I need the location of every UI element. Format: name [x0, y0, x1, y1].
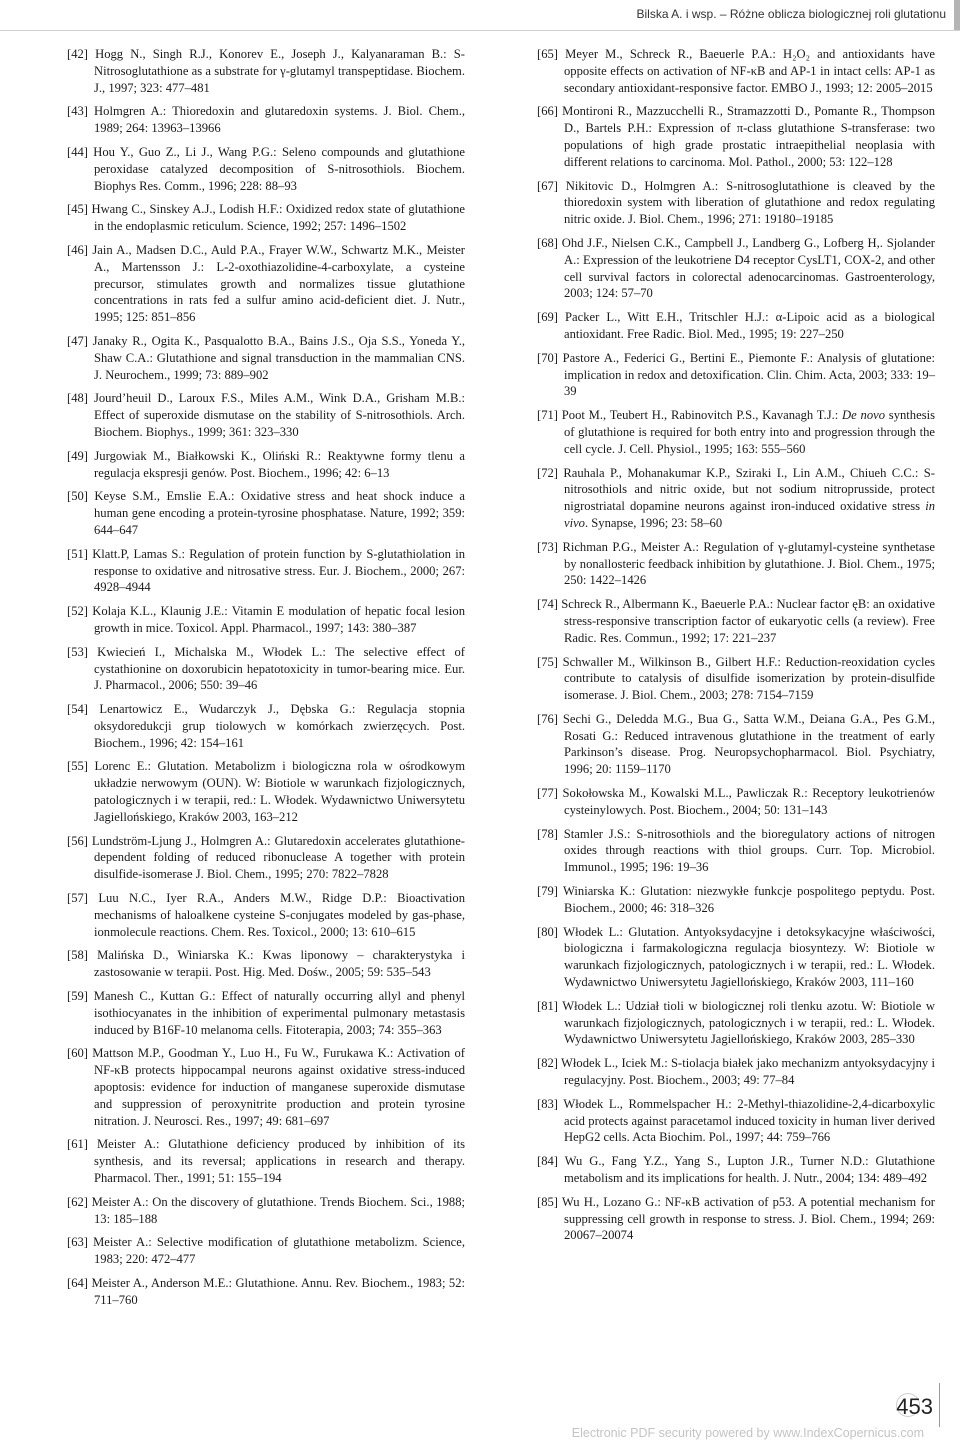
reference-entry: [46] Jain A., Madsen D.C., Auld P.A., Frayer W.W., Schwartz M.K., Meister A., Martensson J.: L-2-oxothiazolidine-4-carboxylate, a cysteine precursor, stimulates growth and normalizes tissue glutathione concentrations in rats fed a sulfur amino acid-deficient diet. J. Nutr., 1995; 125: 851–856: [67, 242, 465, 325]
reference-entry: [77] Sokołowska M., Kowalski M.L., Pawliczak R.: Receptory leukotrienów cysteinylowych. Post. Biochem., 2004; 50: 131–143: [537, 786, 935, 817]
reference-entry: [67] Nikitovic D., Holmgren A.: S-nitrosoglutathione is cleaved by the thioredoxin system with liberation of glutathione and redox regulating nitric oxide. J. Biol. Chem., 1996; 271: 19180–19185: [537, 178, 935, 227]
reference-entry: [84] Wu G., Fang Y.Z., Yang S., Lupton J.R., Turner N.D.: Glutathione metabolism and its implications for health. J. Nutr., 2004; 134: 489–492: [537, 1154, 935, 1186]
reference-entry: [60] Mattson M.P., Goodman Y., Luo H., Fu W., Furukawa K.: Activation of NF-κB protects hippocampal neurons against oxidative stress-induced apoptosis: evidence for induction of manganese superoxide dismutase and suppression of peroxynitrite production and protein tyrosine nitration. J. Neurosci. Res., 1997; 49: 681–697: [67, 1046, 465, 1128]
reference-entry: [57] Luu N.C., Iyer R.A., Anders M.W., Ridge D.P.: Bioactivation mechanisms of haloalkene cysteine S-conjugates modeled by gas-phase, ionmolecule reactions. Chem. Res. Toxicol., 2000; 13: 610–615: [67, 891, 465, 939]
reference-entry: [56] Lundström-Ljung J., Holmgren A.: Glutaredoxin accelerates glutathione-dependent folding of reduced ribonuclease A together with protein disulfide-isomerase J. Biol. Chem., 1995; 270: 7822–7828: [67, 833, 465, 882]
reference-entry: [85] Wu H., Lozano G.: NF-κB activation of p53. A potential mechanism for suppressing cell growth in response to stress. J. Biol. Chem., 1994; 269: 20067–20074: [537, 1194, 935, 1243]
reference-entry: [42] Hogg N., Singh R.J., Konorev E., Joseph J., Kalyanaraman B.: S-Nitrosoglutathione as a substrate for γ-glutamyl transpeptidase. Biochem. J., 1997; 323: 477–481: [67, 47, 465, 95]
reference-entry: [73] Richman P.G., Meister A.: Regulation of γ-glutamyl-cysteine synthetase by nonallosteric feedback inhibition by glutathione. J. Biol. Chem., 1975; 250: 1422–1426: [537, 539, 935, 588]
reference-entry: [76] Sechi G., Deledda M.G., Bua G., Satta W.M., Deiana G.A., Pes G.M., Rosati G.: Reduced intravenous glutathione in the treatment of early Parkinson’s disease. Prog. Neuropsychopharmacol. Biol. Psychiatry, 1996; 20: 1159–1170: [537, 711, 935, 777]
reference-entry: [70] Pastore A., Federici G., Bertini E., Piemonte F.: Analysis of glutatione: implication in redox and detoxification. Clin. Chim. Acta, 2003; 333: 19–39: [537, 350, 935, 399]
reference-entry: [51] Klatt.P, Lamas S.: Regulation of protein function by S-glutathiolation in response to oxidative and nitrosative stress. Eur. J. Biochem., 2000; 267: 4928–4944: [67, 546, 465, 595]
security-watermark: Electronic PDF security powered by www.IndexCopernicus.com: [571, 1426, 924, 1440]
page-number: 453: [896, 1394, 933, 1419]
reference-entry: [48] Jourd’heuil D., Laroux F.S., Miles A.M., Wink D.A., Grisham M.B.: Effect of superoxide dismutase on the stability of S-nitrosothiols. Arch. Biochem. Biophys., 1999; 361: 323–330: [67, 391, 465, 439]
reference-entry: [59] Manesh C., Kuttan G.: Effect of naturally occurring allyl and phenyl isothiocyanates in the inhibition of experimental pulmonary metastasis induced by B16F-10 melanoma cells. Fitoterapia, 2003; 74: 355–363: [67, 989, 465, 1037]
reference-entry: [83] Włodek L., Rommelspacher H.: 2-Methyl-thiazolidine-2,4-dicarboxylic acid protects against paracetamol induced toxicity in human liver derived HepG2 cells. Acta Biochim. Pol., 1997; 44: 759–766: [537, 1096, 935, 1145]
reference-entry: [68] Ohd J.F., Nielsen C.K., Campbell J., Landberg G., Lofberg H,. Sjolander A.: Expression of the leukotriene D4 receptor CysLT1, COX-2, and other cell survival factors in colorectal adenocarcinomas. Gastroenterology, 2003; 124: 57–70: [537, 235, 935, 301]
reference-entry: [54] Lenartowicz E., Wudarczyk J., Dębska G.: Regulacja stopnia oksydoredukcji grup tiolowych w komórkach zwierzęcych. Post. Biochem., 1996; 42: 154–161: [67, 702, 465, 750]
reference-entry: [49] Jurgowiak M., Białkowski K., Oliński R.: Reaktywne formy tlenu a regulacja ekspresji genów. Post. Biochem., 1996; 42: 6–13: [67, 448, 465, 480]
running-header: [0, 0, 960, 31]
reference-entry: [64] Meister A., Anderson M.E.: Glutathione. Annu. Rev. Biochem., 1983; 52: 711–760: [67, 1276, 465, 1307]
reference-entry: [53] Kwiecień I., Michalska M., Włodek L.: The selective effect of cystathionine on doxorubicin hepatotoxicity in tumor-bearing mice. Eur. J. Pharmacol., 2006; 550: 39–46: [67, 644, 465, 693]
reference-entry: [55] Lorenc E.: Glutation. Metabolizm i biologiczna rola w ośrodkowym układzie nerwowym (OUN). W: Biotiole w warunkach fizjologicznych, patologicznych i w terapii, red.: L. Włodek. Wydawnictwo Uniwersytetu Jagiellońskiego, Kraków 2003, 163–212: [67, 759, 465, 824]
header-accent-bar: [954, 0, 960, 30]
reference-entry: [72] Rauhala P., Mohanakumar K.P., Sziraki I., Lin A.M., Chiueh C.C.: S-nitrosothiols and nitric oxide, but not sodium nitroprusside, protect nigrostriatal dopamine neurons against iron-induced oxidative stress in vivo. Synapse, 1996; 23: 58–60: [537, 465, 935, 530]
reference-entry: [62] Meister A.: On the discovery of glutathione. Trends Biochem. Sci., 1988; 13: 185–188: [67, 1194, 465, 1226]
reference-entry: [79] Winiarska K.: Glutation: niezwykłe funkcje pospolitego peptydu. Post. Biochem., 2000; 46: 318–326: [537, 884, 935, 915]
reference-entry: [44] Hou Y., Guo Z., Li J., Wang P.G.: Seleno compounds and glutathione peroxidase catalyzed decomposition of S-nitrosothiols. Biochem. Biophys Res. Comm., 1996; 228: 88–93: [67, 144, 465, 193]
reference-entry: [50] Keyse S.M., Emslie E.A.: Oxidative stress and heat shock induce a human gene encoding a protein-tyrosine phosphatase. Nature, 1992; 359: 644–647: [67, 489, 465, 537]
reference-entry: [80] Włodek L.: Glutation. Antyoksydacyjne i detoksykacyjne właściwości, biologiczna i farmakologiczna regulacja biosyntezy. W: Biotiole w warunkach fizjologicznych, patologicznych i w terapii, red.: L. Włodek. Wydawnictwo Uniwersytetu Jagiellońskiego, Kraków 2003, 111–160: [537, 924, 935, 990]
reference-entry: [78] Stamler J.S.: S-nitrosothiols and the bioregulatory actions of nitrogen oxides through reactions with thiol groups. Curr. Top. Microbiol. Immunol., 1995; 196: 19–36: [537, 826, 935, 875]
reference-entry: [47] Janaky R., Ogita K., Pasqualotto B.A., Bains J.S., Oja S.S., Yoneda Y., Shaw C.A.: Glutathione and signal transduction in the mammalian CNS. J. Neurochem., 1999; 73: 889–902: [67, 333, 465, 382]
reference-entry: [71] Poot M., Teubert H., Rabinovitch P.S., Kavanagh T.J.: De novo synthesis of glutathione is required for both entry into and progression through the cell cycle. J. Cell. Physiol., 1995; 163: 555–560: [537, 408, 935, 456]
reference-entry: [75] Schwaller M., Wilkinson B., Gilbert H.F.: Reduction-reoxidation cycles contribute to catalysis of disulfide isomerization by protein-disulfide isomerase. J. Biol. Chem., 2003; 278: 7154–7159: [537, 654, 935, 703]
reference-entry: [45] Hwang C., Sinskey A.J., Lodish H.F.: Oxidized redox state of glutathione in the endoplasmic reticulum. Science, 1992; 257: 1496–1502: [67, 202, 465, 234]
reference-entry: [52] Kolaja K.L., Klaunig J.E.: Vitamin E modulation of hepatic focal lesion growth in mice. Toxicol. Appl. Pharmacol., 1997; 143: 380–387: [67, 604, 465, 635]
reference-entry: [58] Malińska D., Winiarska K.: Kwas liponowy – charakterystyka i zastosowanie w terapii. Post. Hig. Med. Dośw., 2005; 59: 535–543: [67, 948, 465, 980]
reference-entry: [74] Schreck R., Albermann K., Baeuerle P.A.: Nuclear factor ęB: an oxidative stress-responsive transcription factor of eukaryotic cells (a review). Free Radic. Res. Commun., 1992; 17: 221–237: [537, 597, 935, 645]
reference-entry: [63] Meister A.: Selective modification of glutathione metabolizm. Science, 1983; 220: 472–477: [67, 1235, 465, 1267]
reference-entry: [61] Meister A.: Glutathione deficiency produced by inhibition of its synthesis, and its reversal; applications in research and therapy. Pharmacol. Ther., 1991; 51: 155–194: [67, 1137, 465, 1186]
reference-entry: [65] Meyer M., Schreck R., Baeuerle P.A.: H₂O₂ and antioxidants have opposite effects on activation of NF-κB and AP-1 in intact cells: AP-1 as secondary antioxidant-responsive factor. EMBO J., 1993; 12: 2005–2015: [537, 47, 935, 95]
page-number-divider: [939, 1383, 940, 1427]
reference-entry: [69] Packer L., Witt E.H., Tritschler H.J.: α-Lipoic acid as a biological antioxidant. Free Radic. Biol. Med., 1995; 19: 227–250: [537, 310, 935, 341]
reference-entry: [81] Włodek L.: Udział tioli w biologicznej roli tlenku azotu. W: Biotiole w warunkach fizjologicznych, patologicznych i w terapii, red.: L. Włodek. Wydawnictwo Uniwersytetu Jagiellońskiego, Kraków 2003, 285–330: [537, 998, 935, 1047]
references-left-column: [67, 46, 465, 1316]
reference-entry: [66] Montironi R., Mazzucchelli R., Stramazzotti D., Pomante R., Thompson D., Bartels P.H.: Expression of π-class glutathione S-transferase: two populations of high grade prostatic intraepithelial neoplasia with different relations to carcinoma. Mol. Pathol., 2000; 53: 122–128: [537, 104, 935, 169]
reference-entry: [43] Holmgren A.: Thioredoxin and glutaredoxin systems. J. Biol. Chem., 1989; 264: 13963–13966: [67, 104, 465, 136]
reference-entry: [82] Włodek L., Iciek M.: S-tiolacja białek jako mechanizm antyoksydacyjny i regulacyjny. Post. Biochem., 2003; 49: 77–84: [537, 1056, 935, 1088]
running-title: Bilska A. i wsp. – Różne oblicza biologicznej roli glutationu: [636, 7, 946, 21]
references-right-column: [537, 46, 935, 1251]
